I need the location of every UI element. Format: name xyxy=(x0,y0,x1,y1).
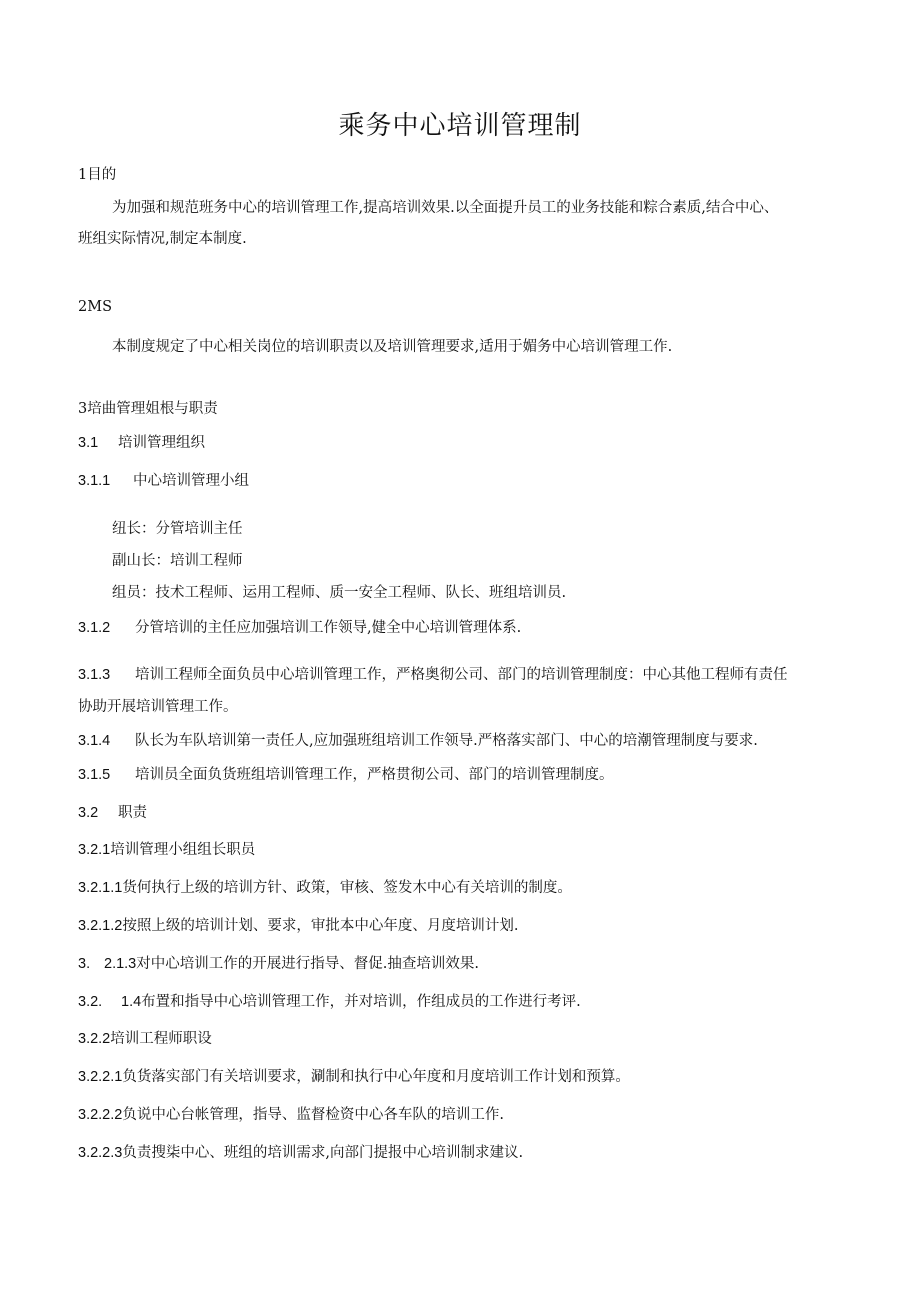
section-1-heading-text: 1目的 xyxy=(78,167,117,183)
clause-3-2-1-4-number-part-b: 1.4 xyxy=(121,994,142,1010)
clause-3-2-1-1-number: 3.2.1.1 xyxy=(78,880,123,896)
clause-3-2-1-3-number-part-b: 2.1.3 xyxy=(104,956,137,972)
clause-3-1-number: 3.1 xyxy=(78,435,99,451)
clause-3-2-text: 职责 xyxy=(118,805,147,821)
group-leader-line: 纽长：分管培训主任 xyxy=(112,521,243,537)
clause-3-1-3-continuation: 协助开展培训管理工作。 xyxy=(78,699,238,715)
clause-3-2-1-4-number-part-a: 3.2. xyxy=(78,994,103,1010)
clause-3-2-2-3-number: 3.2.2.3 xyxy=(78,1145,123,1161)
clause-3-2-2-number: 3.2.2 xyxy=(78,1031,111,1047)
clause-3-2-2-2 xyxy=(78,1104,504,1126)
clause-3-1-3 xyxy=(78,664,788,686)
clause-3-1-3-number: 3.1.3 xyxy=(78,667,111,683)
clause-3-2-number: 3.2 xyxy=(78,805,99,821)
clause-3-2-2-2-text: 负说中心台帐管理，指导、监督检资中心各车队的培训工作. xyxy=(122,1107,504,1123)
clause-3-1-5-text: 培训员全面负货班组培训管理工作，严格贯彻公司、部门的培训管理制度。 xyxy=(135,767,614,783)
clause-3-1 xyxy=(78,432,205,454)
clause-3-1-1-number: 3.1.1 xyxy=(78,473,111,489)
clause-3-1-text: 培训管理组织 xyxy=(118,435,205,451)
clause-3-1-4 xyxy=(78,730,758,752)
clause-3-2-1-1-text: 货何执行上级的培训方针、政策，审核、签发木中心有关培训的制度。 xyxy=(122,880,572,896)
section-3-heading: 3培曲管理姐根与职责 xyxy=(78,401,218,417)
clause-3-2-1-3 xyxy=(78,953,479,975)
section-1-paragraph-line-1: 为加强和规范班务中心的培训管理工作,提高培训效果.以全面提升员工的业务技能和粽合素质,结合中心、 xyxy=(112,200,779,216)
section-2-heading: 2MS xyxy=(78,299,113,315)
clause-3-1-4-number: 3.1.4 xyxy=(78,733,111,749)
clause-3-1-4-text: 队长为车队培训第一责任人,应加强班组培训工作领导.严格落实部门、中心的培潮管理制度与要求. xyxy=(135,733,758,749)
clause-3-2-2-3 xyxy=(78,1142,523,1164)
clause-3-2-2-2-number: 3.2.2.2 xyxy=(78,1107,123,1123)
clause-3-2 xyxy=(78,802,147,824)
clause-3-2-1-2-text: 按照上级的培训计划、要求，审批本中心年度、月度培训计划. xyxy=(122,918,519,934)
vice-leader-line: 副山长：培训工程师 xyxy=(112,553,243,569)
clause-3-1-2-text: 分管培训的主任应加强培训工作领导,健全中心培训管理体系. xyxy=(135,620,522,636)
clause-3-2-2-3-text: 负责搜柒中心、班组的培训需求,向部门提报中心培训制求建议. xyxy=(122,1145,524,1161)
section-1-heading xyxy=(78,164,116,186)
clause-3-2-1-3-text: 对中心培训工作的开展进行指导、督促.抽查培训效果. xyxy=(136,956,479,972)
clause-3-1-5 xyxy=(78,764,614,786)
clause-3-1-1-text: 中心培训管理小组 xyxy=(133,473,249,489)
section-1-paragraph-line-2: 班组实际情况,制定本制度. xyxy=(78,231,247,247)
clause-3-1-1 xyxy=(78,470,249,492)
document-title: 乘务中心培训管理制 xyxy=(338,111,582,141)
clause-3-1-2-number: 3.1.2 xyxy=(78,620,111,636)
clause-3-2-1 xyxy=(78,839,255,861)
clause-3-2-1-4-text: 布置和指导中心培训管理工作，并对培训，作组成员的工作进行考评. xyxy=(141,994,581,1010)
clause-3-2-2-text: 培训工程师职设 xyxy=(110,1031,212,1047)
clause-3-2-2-1 xyxy=(78,1066,630,1088)
clause-3-2-1-3-number-part-a: 3. xyxy=(78,956,91,972)
clause-3-1-3-text: 培训工程师全面负员中心培训管理工作，严格奥彻公司、部门的培训管理制度：中心其他工程师有责任 xyxy=(135,667,788,683)
section-2-paragraph: 本制度规定了中心相关岗位的培训职责以及培训管理要求,适用于媚务中心培训管理工作. xyxy=(112,339,673,355)
clause-3-2-2-1-number: 3.2.2.1 xyxy=(78,1069,123,1085)
clause-3-2-2-1-text: 负货落实部门有关培训要求，涮制和执行中心年度和月度培训工作计划和预算。 xyxy=(122,1069,630,1085)
clause-3-2-1-number: 3.2.1 xyxy=(78,842,111,858)
clause-3-2-1-text: 培训管理小组组长职员 xyxy=(110,842,256,858)
clause-3-2-2 xyxy=(78,1028,212,1050)
clause-3-1-2 xyxy=(78,617,521,639)
clause-3-2-1-1 xyxy=(78,877,572,899)
clause-3-1-5-number: 3.1.5 xyxy=(78,767,111,783)
clause-3-2-1-4 xyxy=(78,991,581,1013)
clause-3-2-1-2 xyxy=(78,915,518,937)
clause-3-2-1-2-number: 3.2.1.2 xyxy=(78,918,123,934)
members-line: 组员：技术工程师、运用工程师、质一安全工程师、队长、班组培训员. xyxy=(112,585,567,601)
